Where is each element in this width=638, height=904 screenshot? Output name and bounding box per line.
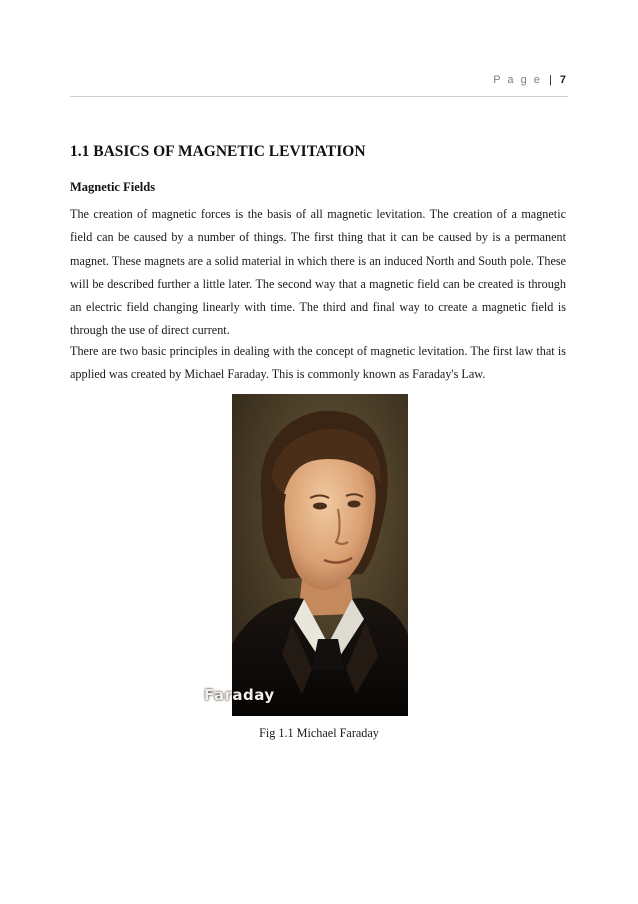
body-paragraph-2: There are two basic principles in dealing with the concept of magnetic levitation. The first law that is applied was created by Michael Faraday. This is commonly known as Faraday's Law.: [70, 344, 566, 382]
body-paragraph-1: The creation of magnetic forces is the basis of all magnetic levitation. The creation of a magnetic field can be caused by a number of things. The first thing that it can be caused by is a permanent magnet. These magnets are a solid material in which there is an induced North and South pole. These will be described further a little later. The second way that a magnetic field can be created is through an electric field changing linearly with time. The third and final way to create a magnetic field is through the use of direct current.: [70, 207, 566, 338]
portrait-name-label: Faraday: [204, 686, 275, 704]
section-subtitle: Magnetic Fields: [70, 180, 156, 194]
page-number-header: [493, 74, 566, 86]
page-label: P a g e: [493, 74, 542, 86]
section-title: 1.1 BASICS OF MAGNETIC LEVITATION: [70, 143, 366, 160]
faraday-portrait-image: [232, 394, 408, 716]
page-number: 7: [559, 74, 566, 86]
page-separator: |: [548, 74, 552, 86]
figure-caption: Fig 1.1 Michael Faraday: [259, 726, 379, 740]
header-divider: [70, 96, 568, 97]
